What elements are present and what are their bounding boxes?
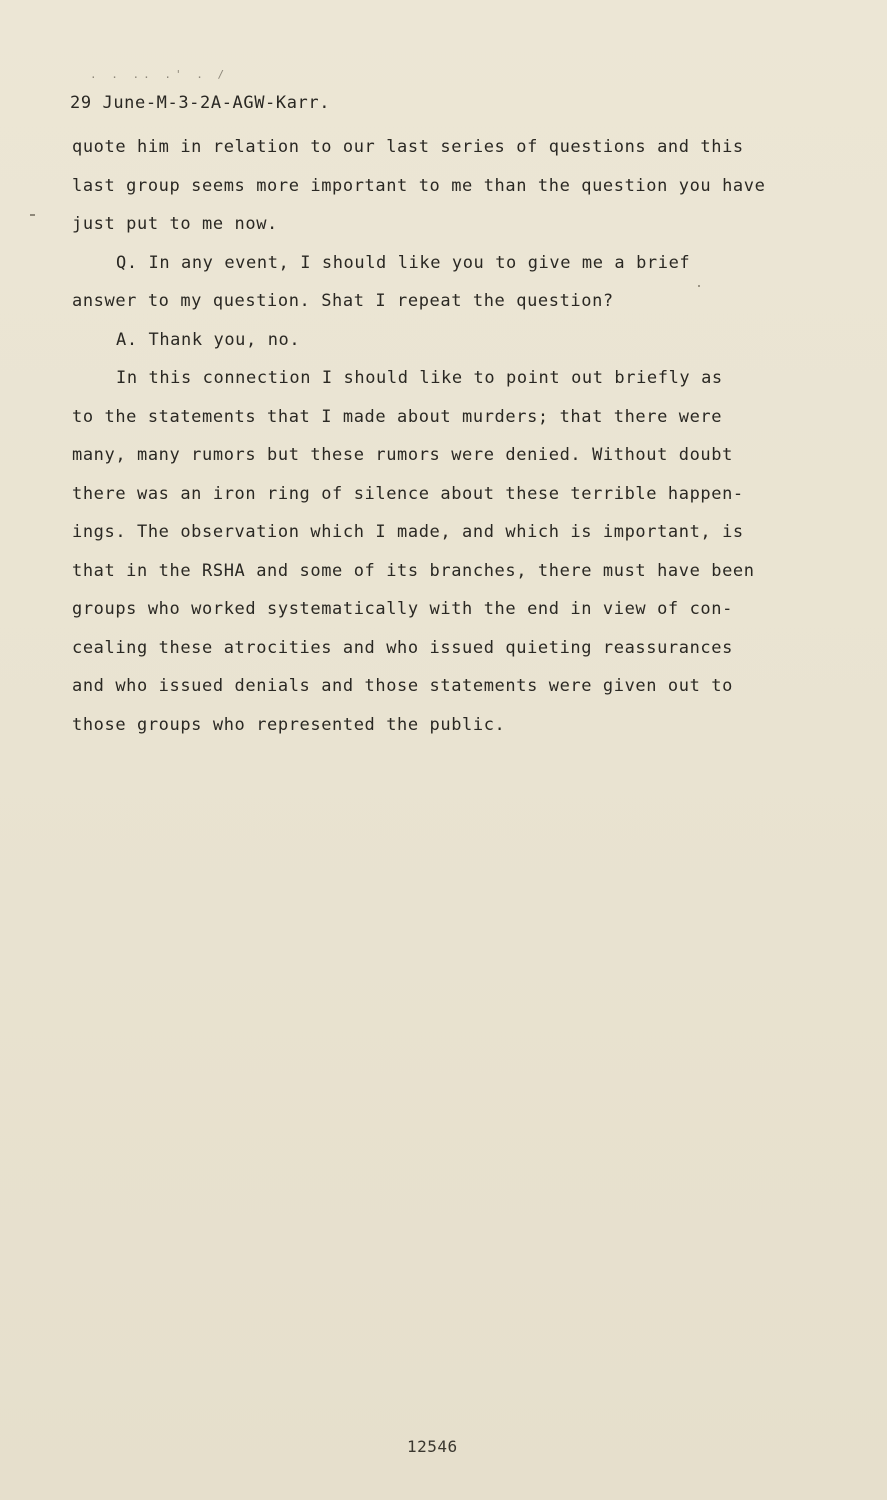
transcript-line: many, many rumors but these rumors were denied. Without doubt [72,445,733,465]
transcript-line: there was an iron ring of silence about these terrible happen- [72,483,744,504]
transcript-line: just put to me now. [72,214,278,234]
page-number: 12546 [407,1437,458,1456]
transcript-line: In this connection I should like to point out briefly as [116,368,723,388]
transcript-body [72,128,832,744]
transcript-line: that in the RSHA and some of its branches, there must have been [72,560,755,581]
transcript-line: quote him in relation to our last series of questions and this [72,137,744,157]
transcript-line: those groups who represented the public. [72,714,506,735]
document-header: 29 June-M-3-2A-AGW-Karr. [70,93,331,113]
transcript-line: last group seems more important to me than the question you have [72,175,766,196]
transcript-line: answer to my question. Shat I repeat the question? [72,291,614,311]
transcript-line: and who issued denials and those statements were given out to [72,676,733,696]
question-line: Q. In any event, I should like you to give me a brief [116,252,691,273]
answer-line: A. Thank you, no. [116,329,301,350]
margin-mark [30,214,35,216]
transcript-line: ings. The observation which I made, and which is important, is [72,522,744,542]
transcript-line: cealing these atrocities and who issued quieting reassurances [72,637,733,658]
transcript-line: groups who worked systematically with the end in view of con- [72,599,733,619]
faint-top-marks: . . .. .' . / [90,68,229,81]
transcript-line: to the statements that I made about murders; that there were [72,406,723,427]
